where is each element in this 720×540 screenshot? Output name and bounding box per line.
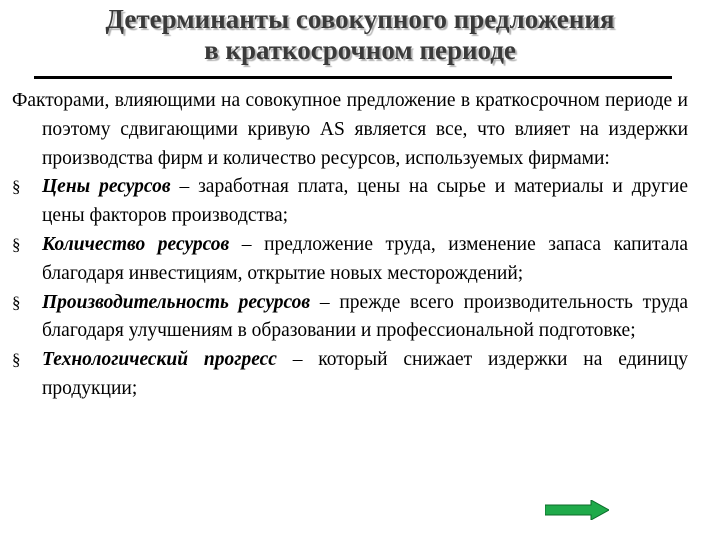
arrow-right-icon[interactable]	[545, 500, 609, 520]
bullet-icon: §	[12, 234, 21, 254]
list-item	[12, 231, 688, 289]
list-item	[12, 346, 688, 404]
intro-paragraph: Факторами, влияющими на совокупное предложение в краткосрочном периоде и поэтому сдвигающими кривую AS является все, что влияет на издержки производства фирм и количество ресурсов, используемых фирмами:	[12, 90, 688, 169]
item-term: Производительность ресурсов	[42, 291, 311, 313]
item-text: – предложение труда, изменение запаса капитала благодаря инвестициям, открытие новых месторождений;	[42, 233, 688, 284]
item-term: Количество ресурсов	[42, 233, 230, 255]
list-item	[12, 289, 688, 347]
item-term: Технологический прогресс	[42, 349, 277, 371]
bullet-icon: §	[12, 177, 21, 197]
item-text: – заработная плата, цены на сырье и материалы и другие цены факторов производства;	[42, 176, 688, 227]
list-item	[12, 173, 688, 231]
bullet-icon: §	[12, 350, 21, 370]
title-divider	[34, 76, 672, 79]
slide-body	[12, 87, 688, 404]
slide-title	[0, 4, 720, 66]
item-term: Цены ресурсов	[42, 176, 171, 198]
item-text: – который снижает издержки на единицу продукции;	[42, 349, 688, 399]
item-text: – прежде всего производительность труда благодаря улучшениям в образовании и профессиональной подготовке;	[42, 291, 688, 342]
bullet-icon: §	[12, 292, 21, 312]
title-line-2: в краткосрочном периоде	[204, 35, 516, 65]
title-line-1: Детерминанты совокупного предложения	[105, 4, 615, 34]
